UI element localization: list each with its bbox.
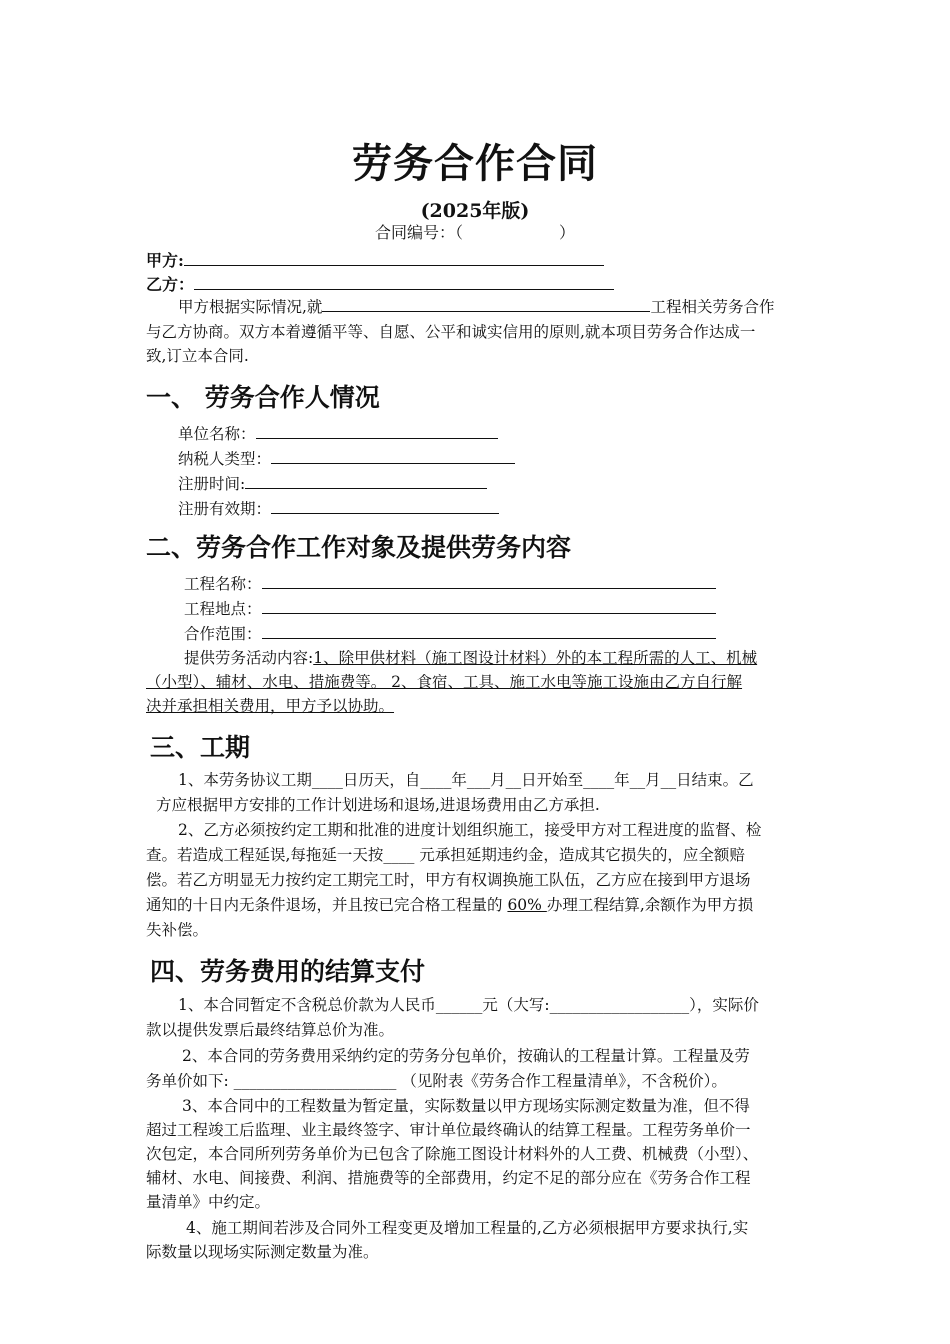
reg-valid-row [178, 497, 499, 519]
project-location-field[interactable] [262, 599, 716, 614]
s4-p3-line-1: 3、本合同中的工程数量为暂定量，实际数量以甲方现场实际测定数量为准，但不得 [182, 1097, 750, 1115]
section-4-heading: 四、劳务费用的结算支付 [150, 957, 426, 986]
party-b-label: 乙方： [146, 275, 195, 294]
s4-p3-line-5: 量清单》中约定。 [146, 1193, 271, 1211]
s4-p3-line-3: 次包定，本合同所列劳务单价为已包含了除施工图设计材料外的人工费、机械费（小型）、 [146, 1145, 759, 1163]
s3-p2-line-4 [146, 893, 753, 918]
s3-p2-line-3: 偿。若乙方明显无力按约定工期完工时，甲方有权调换施工队伍，乙方应在接到甲方退场 [146, 871, 751, 889]
content-text-1: 1、除甲供材料（施工图设计材料）外的本工程所需的人工、机械 [313, 649, 758, 667]
section-3-heading: 三、工期 [150, 733, 251, 762]
edition-label: (2025年版) [420, 200, 530, 222]
reg-valid-field[interactable] [271, 499, 499, 514]
taxpayer-type-field[interactable] [271, 449, 515, 464]
content-line-2: （小型）、辅材、水电、措施费等。 2、食宿、工具、施工水电等施工设施由乙方自行解 [146, 673, 743, 691]
reg-time-field[interactable] [245, 474, 487, 489]
taxpayer-type-label: 纳税人类型： [178, 450, 272, 468]
project-blank[interactable] [322, 297, 650, 312]
s3-p2-line-2: 查。若造成工程延误,每拖延一天按____ 元承担延期违约金，造成其它损失的，应全额赔 [146, 846, 745, 864]
taxpayer-type-row [178, 447, 515, 469]
project-location-label: 工程地点： [184, 600, 262, 618]
s4-p2-line-1: 2、本合同的劳务费用采纳约定的劳务分包单价，按确认的工程量计算。工程量及劳 [182, 1047, 750, 1065]
section-2-heading: 二、劳务合作工作对象及提供劳务内容 [146, 533, 572, 562]
intro-text-b: 工程相关劳务合作 [650, 298, 775, 316]
s3-p1-line-2: 方应根据甲方安排的工作计划进场和退场,进退场费用由乙方承担. [156, 796, 600, 814]
s4-p1-line-2: 款以提供发票后最终结算总价为准。 [146, 1021, 395, 1039]
party-a-label: 甲方: [146, 251, 184, 270]
intro-line-1 [178, 295, 774, 320]
s3-p2-text-c: 办理工程结算,余额作为甲方损 [546, 896, 754, 914]
s3-p1-line-1: 1、本劳务协议工期____日历天，自____年___月__日开始至____年__月__日结束。乙 [178, 771, 754, 789]
s3-p2-line-1: 2、乙方必须按约定工期和批准的进度计划组织施工，接受甲方对工程进度的监督、检 [178, 821, 762, 839]
s4-p4-line-2: 际数量以现场实际测定数量为准。 [146, 1243, 379, 1261]
unit-name-label: 单位名称： [178, 425, 256, 443]
party-b-field[interactable] [194, 275, 614, 290]
reg-time-row [178, 472, 487, 494]
section-1-heading: 一、 劳务合作人情况 [146, 383, 380, 412]
s4-p3-line-4: 辅材、水电、间接费、利润、措施费等的全部费用，约定不足的部分应在《劳务合作工程 [146, 1169, 751, 1187]
project-name-label: 工程名称： [184, 575, 262, 593]
content-line-1 [184, 646, 757, 671]
document-title: 劳务合作合同 [352, 141, 598, 187]
scope-row [184, 622, 716, 644]
party-b-row [146, 272, 614, 295]
s3-p2-text-a: 通知的十日内无条件退场，并且按已完合格工程量的 [146, 896, 508, 914]
s4-p2-line-2: 务单价如下: _____________________ （见附表《劳务合作工程量清单》，不含税价）。 [146, 1072, 727, 1090]
unit-name-row [178, 422, 498, 444]
reg-valid-label: 注册有效期： [178, 500, 272, 518]
contract-number: 合同编号：（ ） [374, 223, 575, 242]
intro-line-2: 与乙方协商。双方本着遵循平等、自愿、公平和诚实信用的原则,就本项目劳务合作达成一 [146, 323, 756, 341]
content-line-3: 决并承担相关费用，甲方予以协助。 [146, 697, 395, 715]
s4-p1-line-1: 1、本合同暂定不含税总价款为人民币______元（大写:__________________），实际价 [178, 996, 759, 1014]
intro-text: 甲方根据实际情况,就 [178, 298, 323, 316]
reg-time-label: 注册时间: [178, 475, 246, 493]
scope-field[interactable] [262, 624, 716, 639]
s3-p2-line-5: 失补偿。 [146, 921, 209, 939]
scope-label: 合作范围： [184, 625, 262, 643]
party-a-field[interactable] [184, 251, 604, 266]
content-label: 提供劳务活动内容: [184, 649, 314, 667]
party-a-row [146, 248, 604, 271]
settlement-percent: 60% [507, 896, 547, 914]
s4-p4-line-1: 4、施工期间若涉及合同外工程变更及增加工程量的,乙方必须根据甲方要求执行,实 [186, 1219, 749, 1237]
intro-line-3: 致,订立本合同. [146, 347, 249, 365]
project-name-row [184, 572, 716, 594]
project-name-field[interactable] [262, 574, 716, 589]
project-location-row [184, 597, 716, 619]
s4-p3-line-2: 超过工程竣工后监理、业主最终签字、审计单位最终确认的结算工程量。工程劳务单价一 [146, 1121, 751, 1139]
unit-name-field[interactable] [256, 424, 498, 439]
